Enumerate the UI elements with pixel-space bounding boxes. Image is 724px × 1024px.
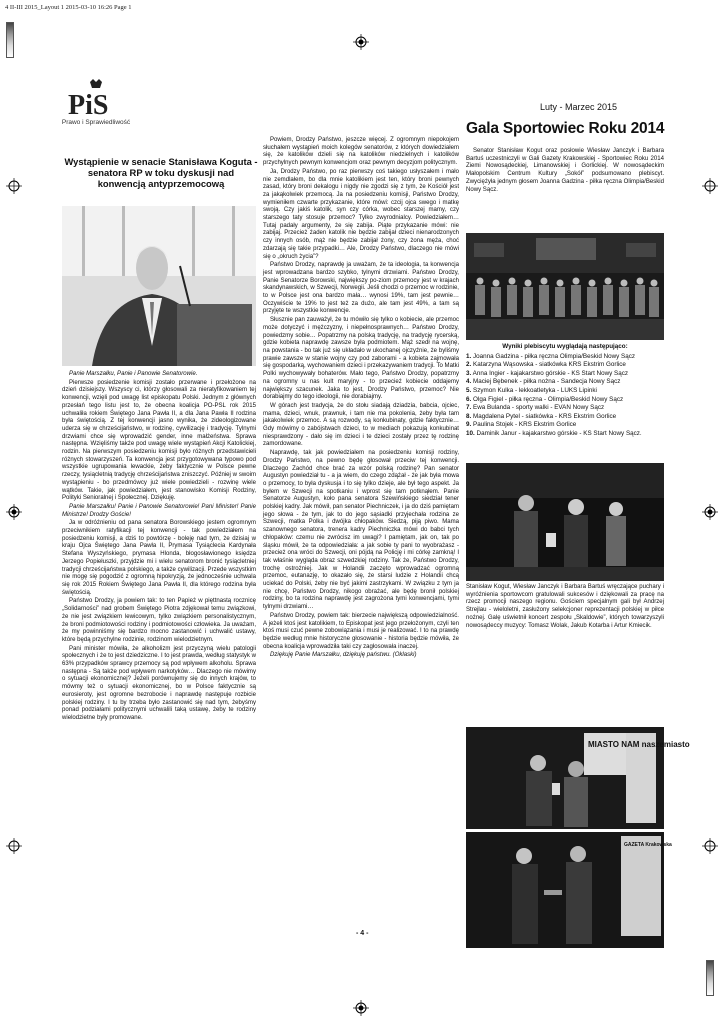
result-item xyxy=(466,361,664,370)
eagle-logo-icon xyxy=(64,78,128,121)
award-handshake-photo xyxy=(466,832,672,948)
registration-mark-icon xyxy=(6,838,22,854)
logo-subtitle: Prawo i Sprawiedliwość xyxy=(61,119,131,126)
result-item xyxy=(466,413,664,422)
result-rank: 3. xyxy=(466,369,472,377)
result-text: Daminik Janur - kajakarstwo górskie - KS Start Nowy Sącz. xyxy=(476,429,642,437)
page-number: - 4 - xyxy=(356,930,369,937)
result-item xyxy=(466,378,664,387)
award-presentation-photo xyxy=(466,727,690,829)
award-ceremony-photo xyxy=(466,463,664,581)
speech-column-2 xyxy=(263,137,459,661)
registration-mark-icon xyxy=(702,178,718,194)
logo-mark: PiS xyxy=(68,90,109,121)
result-text: Olga Figiel - piłka ręczna - Olimpia/Beskid Nowy Sącz xyxy=(473,395,624,403)
paragraph: Dziękuję Panie Marszałku, dziękuję państwu. (Oklaski) xyxy=(270,652,417,659)
paragraph: Powiem, Drodzy Państwo, jeszcze więcej. Z ogromnym niepokojem słuchałem wystąpień moich kolegów senatorów, z których dowiedziałem się, że katolików dzieli się na katolików niedzielnych i katolików przychylnych pewnym konwencjom oraz pewnym decyzjom politycznym. xyxy=(263,137,459,167)
senator-speech-photo xyxy=(62,206,256,366)
result-text: Joanna Gadzina - piłka ręczna Olimpia/Beskid Nowy Sącz xyxy=(473,352,636,360)
paragraph: Pani minister mówiła, że alkoholizm jest przyczyną wielu patologii społecznych i że to jest dziedziczne. I to jest prawda, według statystyk w 63% przypadków sprawcy przemocy są pod wpływem alkoholu. Sprawa następna - Są także pod wpływem narkotyków… Dlaczego nie mówimy o sytuacji ekonomicznej? Jeżeli porównujemy się do innych krajów, to mówmy też o sytuacji ekonomicznej, bo w Polsce faktycznie są eurosieroty, jest ogromne bezrobocie i naprawdę następuje rozbicie polskiej rodziny. I tu by trzeba było zastanowić się nad tym, żebyśmy ponad podziałami politycznymi uchwalili taką ustawę, żeby te rodziny wielodzietne były promowane. xyxy=(62,645,256,721)
result-text: Katarzyna Wąsowska - siatkówka KRS Ekstrim Gorlice xyxy=(473,361,626,369)
result-text: Maciej Bębenek - piłka nożna - Sandecja Nowy Sącz xyxy=(473,378,621,386)
registration-mark-icon xyxy=(702,838,718,854)
paragraph: Ja w odróżnieniu od pana senatora Borowskiego jestem ogromnym przeciwnikiem ratyfikacji tej konwencji - tak powiedziałem na posiedzeniu komisji, a dziś to powtórzę - boleję nad tym, że dzisiaj w kraju Ojca Świętego Jana Pawła II, Prymasa Tysiąclecia Kardynała Stefana Wyszyńskiego, prymasa Hlonda, błogosławionego księdza Jerzego Popiełuszki, przyjdzie mi i wielu senatorom bronić tysiącletniej tradycji chrześcijaństwa polskiego, a także cywilizacji. Przede wszystkim nie mogę się pogodzić z ogromną hipokryzją, że jednocześnie uchwala się rok 2015 Rokiem Świętego Jana Pawła II, dla którego rodzina była świętością. xyxy=(62,520,256,596)
result-rank: 9. xyxy=(466,421,472,429)
paragraph: Pierwsze posiedzenie komisji zostało przerwane i przełożone na dzień dzisiejszy. Wszyscy ci, którzy głosowali za nieratyfikowaniem tej konwencji, wzięli pod uwagę list episkopatu Polski. Jednym z głównych przesłań tego listu jest to, że obecna koalicja PO-PSL rok 2015 uchwaliła rokiem Świętego Jana Pawła II, a dla Jana Pawła II rodzina była świętością. Z tej konwencji jasno wynika, że zideologizowane uderza się w chrześcijaństwo, w rodzinę, cywilizację i tradycję. Tylnymi drzwiami chce się wprowadzić gender, inne małżeństwa. Sprawa następna. Wzięliśmy także pod uwagę wiele wystąpień Akcji Katolickiej, rodzin. Na pierwszym posiedzeniu komisji było różnych przedstawicieli różnych stowarzyszeń. Ta konwencja jest przygotowywana typowo pod wszystkie ugrupowania lewackie, żeby faktycznie w Polsce pewne rzeczy, tysiącletnią tradycję chrześcijaństwa zniszczyć. Później w swoim wystąpieniu - bo przedmówcy już wiele powiedzieli - rozwinę wiele wątków. Takie, jak powiedziałem, jest stanowisko Komisji Rodziny, Polityki Senioralnej i Społecznej. Dziękuję. xyxy=(62,379,256,502)
paragraph: Słusznie pan zauważył, że tu mówiło się tylko o kobiecie, ale przemoc może dotyczyć i mężczyzny, i niepełnosprawnych… Państwo Drodzy, powiedzmy sobie… Popatrzmy na polską tradycję, na tradycję rycerską, gdzie kobieta naprawdę zawsze była podmiotem. Mąż szedł na wojnę, na powstania - bo tak już się układało w ukochanej ojczyźnie, że byliśmy prawie zawsze w stanie wojny czy pod zaborami - a kobieta zajmowała się gospodarką, wychowaniem dzieci i przekazywaniem tradycji. To Matki Polki wychowywały bohaterów. Mało tego, Państwo Drodzy, popatrzmy na ogromny u nas kult maryjny - to przecież kobiecie oddajemy największy szacunek. Jaka to jest, Drodzy Państwo, przemoc? Nie dorabiajmy do tego ideologii, nie dorabiajmy. xyxy=(263,317,459,401)
result-rank: 7. xyxy=(466,404,472,412)
result-text: Paulina Stojek - KRS Ekstrim Gorlice xyxy=(473,421,577,429)
issue-date: Luty - Marzec 2015 xyxy=(540,102,618,112)
color-control-bar xyxy=(6,22,14,58)
color-control-bar xyxy=(706,960,714,996)
registration-mark-icon xyxy=(6,178,22,194)
result-rank: 8. xyxy=(466,412,472,420)
gala-group-photo xyxy=(466,233,664,340)
party-logo xyxy=(60,78,132,138)
results-heading: Wyniki plebiscytu wyglądają następująco: xyxy=(502,343,628,350)
gala-intro-text: Senator Stanisław Kogut oraz posłowie Wiesław Janczyk i Barbara Bartuś uczestniczyli w Gali Gazety Krakowskiej - Sportowiec Roku 2014 Ziemi Nowosądeckiej, Limanowskiej i Gorlickiej. W nowosądeckim Małopolskim Centrum Kultury „Sokół” podsumowano plebiscyt. Zwyciężyła jednym głosem Joanna Gadzina - piłka ręczna Olimpia/Beskid Nowy Sącz. xyxy=(466,148,664,193)
banner-text: GAZETA Krakowska xyxy=(624,842,672,848)
results-list xyxy=(466,343,664,439)
paragraph: Panie Marszałku! Panie i Panowie Senatorowie! Pani Minister! Panie Ministrze! Drodzy Goście! xyxy=(62,503,256,518)
paragraph: Państwo Drodzy, powiem tak: bierzecie największą odpowiedzialność. A jeżeli ktoś jest katolikiem, to Episkopat jest jego przełożonym, czyli ten ktoś musi czuć pewne zobowiązania i musi je realizować. I to na prawdę będzie według mnie historyczne głosowanie - historia będzie mówiła, że obecna koalicja wprowadziła taki czy zagłosowała inaczej. xyxy=(263,612,459,650)
result-text: Anna Ingier - kajakarstwo górskie - KS Start Nowy Sącz xyxy=(472,369,629,377)
result-item xyxy=(466,387,664,396)
paragraph: Naprawdę, tak jak powiedziałem na posiedzeniu komisji rodziny, Drodzy Państwo, na pewno będę głosował przeciw tej konwencji. Dlaczego Zachód chce brać za wzór polską rodzinę? Pan senator Augustyn powiedział tu - a ja wiem, do czego zdążał - że jak była mowa o przemocy, to była dyskusja i to się tylko dzieje, ale był tego aspekt. Ja byłem w Szwecji na spotkaniu i wprost się tam potknąłem. Panie Senatorze Augustyn, koło pana senatora Szewińskiego siedział tener polskiej kadry. Jak mówił, pan senator Piechniczek, i ja do dziś pamiętam jego słowa - że tym, jak to do jego sąsiadki przyjechała rodzina ze Szwecji, matka Polka i dwójka chłopaków. Siedzą, piją piwo. Mama szanownego senatora, trenera kadry Piechniczka mówi do babci tych chłopaków: czemu nie zwrócisz im uwagi? I pamiętam, jak on, tak po śląsku mówił, że ta odpowiedziała: a jak sobie ty pani to wyobrażasz - przecież ona wróci do Szwecji, oni pójdą na Policję i mi córkę zamkną! I tak właśnie wygląda obraz szwedzkiej rodziny. Tak że, Państwo Drodzy, trochę ostrożniej. Jak w Holandii zaczęto wprowadzać ogromną przemoc, eutanazję, to okazało się, że starsi ludzie z Holandii chcą uciekać do Polski, żeby nie być jakimi zastrzykami. W związku z tym ja nie chcę, Państwo Drodzy, nikogo obrażać, ale będę bronił polskiej rodziny, bo ta rodzina naprawdę jest zagrożona tymi konwencjami, tymi tylnymi drzwiami… xyxy=(263,450,459,611)
result-text: Ewa Bulanda - sporty walki - EVAN Nowy Sącz xyxy=(473,404,605,412)
result-rank: 5. xyxy=(466,386,472,394)
result-item xyxy=(466,404,664,413)
result-rank: 1. xyxy=(466,352,472,360)
gala-intro xyxy=(466,148,664,195)
registration-mark-icon xyxy=(702,504,718,520)
result-rank: 2. xyxy=(466,361,472,369)
paragraph: Panie Marszałku, Panie i Panowie Senatorowie. xyxy=(69,371,198,377)
registration-mark-icon xyxy=(353,1000,369,1016)
paragraph: Państwo Drodzy, ja powiem tak: to ten Papież w pięttnastą rocznicę „Solidarności” nad grobem Świętego Piotra zdjękował temu związkowi, że nie jest związkiem lewicowym, tylko związkiem personalistycznym, że broni podmiotowości rodziny i podmiotowości człowieka. Ja uważam, że my powinniśmy się bardzo mocno zastanowić i uchwalić ustawy, które będą przychylne rodzinie, rodzinom wielodzietnym. xyxy=(62,598,256,643)
paragraph: Państwo Drodzy, naprawdę ja uważam, że ta ideologia, ta konwencja jest wprowadzana bardzo szybko, tylnymi drzwiami. Państwo Drodzy, Panie Senatorze Borowski, największy po-ziom przemocy jest w krajach skandynawskich, w Szwecji, Norwegii. Jeśli chodzi o przemoc w rodzinie, to w Polsce jest ona bardzo mała… wynosi 19%, tam jest pewnie… Oczywiście te 19% to jest też za dużo, ale tam jest 49%, a tam są przyjęte te wszystkie konwencje. xyxy=(263,262,459,315)
paragraph: Ja, Drodzy Państwo, po raz pierwszy coś takiego usłyszałem i mało nie zemdlałem, bo dla mnie katolikiem jest ten, który broni pewnych zasad, który broni dekalogu i nigdy nie zgodzi się z tym, że Kościół jest za jakąkolwiek przemocą. Ja na posiedzeniu komisji, Państwo Drodzy, wymieniłem czwarte przykazanie, które mówi: czcij ojca swego i matkę swoją. Czy jakiś katolik, syn czy córka, wobec starszej mamy, czy starszego taty stosuje przemoc? Tylko zwyrodnialcy. Powiedziałem… Tutaj padały argumenty, że się zabija. Piąte przykazanie mówi: nie zabijaj. Przecież żaden katolik nie będzie zabijał dzieci nienarodzonych czy innych osób, mąż nie będzie zabijał żony, czy żona męża, choć zdarzają się takie przypadki… Ale, Drodzy Państwo, dlaczego nie mówi się o „okruch życia”? xyxy=(263,168,459,260)
result-text: Szymon Kulka - lekkoatletyka - LUKS Lipinki xyxy=(473,386,597,394)
print-slug: 4 II-III 2015_Layout 1 2015-03-10 16:26 Page 1 xyxy=(5,4,132,11)
result-item xyxy=(466,353,664,362)
article-title: Wystąpienie w senacie Stanisława Koguta - senatora RP w toku dyskusji nad konwencją antyprzemocową xyxy=(64,156,258,189)
speech-column-1 xyxy=(62,371,256,724)
photo-caption: Stanisław Kogut, Wiesław Janczyk i Barbara Bartuś wręczające puchary i wyróżnienia sportowcom gratulowali sukcesów i dziękowali za pracę na rzecz promocji naszego regionu. Gościem specjalnym gali był Andrzej Strejlau - wieloletni, zasłużony selekcjoner reprezentacji polskiej w piłce nożnej. Galę uświetnił koncert zespołu „Skaldowie”, których towarzyszyli nowosądeccy muzycy: Tomasz Wolak, Jakub Kotarba i Artur Kmiecik. xyxy=(466,584,664,629)
registration-mark-icon xyxy=(353,34,369,50)
result-item xyxy=(466,396,664,405)
result-rank: 4. xyxy=(466,378,472,386)
gala-title: Gala Sportowiec Roku 2014 xyxy=(466,120,665,137)
result-rank: 6. xyxy=(466,395,472,403)
registration-mark-icon xyxy=(6,504,22,520)
result-item xyxy=(466,370,664,379)
result-rank: 10. xyxy=(466,429,475,437)
paragraph: W górach jest tradycja, że do stołu siadają dziadzia, babcia, ojciec, mama, dzieci, wnuk, prawnuk, i tam nie ma pokolenia, żeby była tam jakakolwiek przemoc. A są rozwody, są konkubinaty, gdzie faktycznie… Gdy mówimy o zabójstwach dzieci, to w mediach pokazują konkubinat niesprawdzony - dało się im dzieci i te dzieci zostały przez tę rodzinę zamordowane. xyxy=(263,402,459,448)
banner-text: MIASTO NAM naszemiasto xyxy=(588,740,690,749)
result-text: Magdalena Pytel - siatkówka - KRS Ekstrim Gorlice xyxy=(473,412,617,420)
result-item xyxy=(466,430,664,439)
result-item xyxy=(466,421,664,430)
